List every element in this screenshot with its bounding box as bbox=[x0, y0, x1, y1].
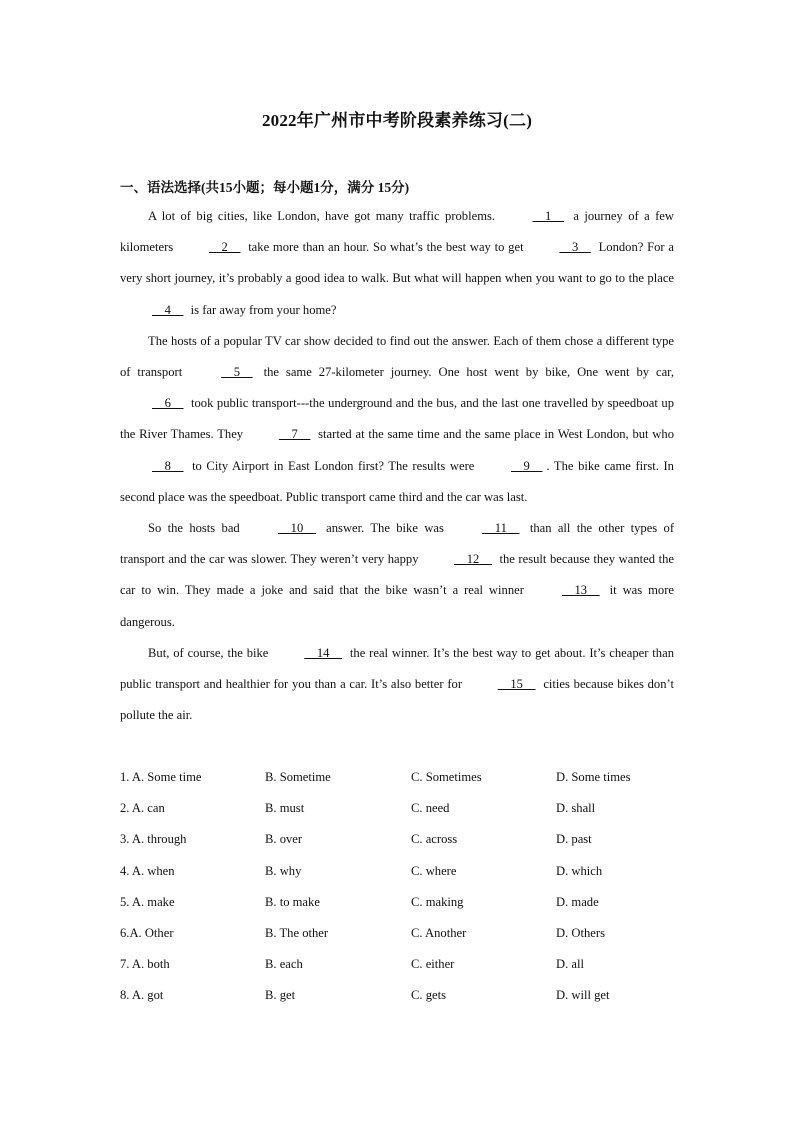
passage-text: . The bike came first. In second place was the speedboat. Public transport came third and the car was last. bbox=[120, 458, 674, 504]
answer-blank: 5 bbox=[221, 365, 253, 380]
passage-text: is far away from your home? bbox=[190, 302, 337, 317]
option-c: C. either bbox=[411, 957, 455, 972]
passage-text: take more than an hour. So what’s the best way to get bbox=[248, 240, 524, 255]
option-c: C. across bbox=[411, 832, 458, 847]
option-d: D. will get bbox=[556, 988, 610, 1003]
option-row bbox=[120, 856, 680, 887]
option-c: C. making bbox=[411, 894, 464, 909]
passage-paragraph bbox=[120, 326, 674, 513]
option-b: B. why bbox=[265, 863, 302, 878]
answer-blank: 13 bbox=[561, 583, 600, 598]
option-a: 8. A. got bbox=[120, 988, 164, 1003]
option-a: 6.A. Other bbox=[120, 925, 174, 940]
option-row bbox=[120, 762, 680, 793]
option-d: D. past bbox=[556, 832, 592, 847]
option-a: 5. A. make bbox=[120, 894, 175, 909]
passage-text: So the hosts bad bbox=[148, 521, 240, 536]
option-a: 7. A. both bbox=[120, 957, 170, 972]
passage-text: the result because they wanted the car to win. They made a joke and said that the bike wasn’t a real winner bbox=[120, 552, 674, 598]
option-c: C. gets bbox=[411, 988, 446, 1003]
passage-text: A lot of big cities, like London, have got many traffic problems. bbox=[148, 209, 496, 223]
passage-text: The hosts of a popular TV car show decided to find out the answer. Each of them chose a different type of transport bbox=[120, 333, 674, 380]
option-row bbox=[120, 949, 680, 980]
option-c: C. Another bbox=[411, 925, 467, 940]
passage-text: took public transport---the underground and the bus, and the last one travelled by speedboat up the River Thames. They bbox=[120, 396, 674, 442]
option-a: 3. A. through bbox=[120, 832, 187, 847]
option-row bbox=[120, 980, 680, 1011]
option-d: D. which bbox=[556, 863, 603, 878]
option-b: B. The other bbox=[265, 925, 329, 940]
answer-blank: 14 bbox=[304, 645, 343, 660]
passage-paragraph bbox=[120, 638, 674, 732]
reading-passage bbox=[120, 201, 674, 731]
passage-text: a journey of a few kilometers bbox=[120, 209, 674, 255]
passage-text: to City Airport in East London first? The results were bbox=[192, 458, 475, 473]
option-d: D. all bbox=[556, 957, 584, 972]
answer-blank: 15 bbox=[497, 677, 536, 692]
section-heading: 一、语法选择(共15小题；每小题1分，满分 15分) bbox=[120, 180, 410, 195]
passage-text: cities because bikes don’t pollute the air. bbox=[120, 677, 674, 723]
option-b: B. over bbox=[265, 832, 303, 847]
page-title: 2022年广州市中考阶段素养练习(二) bbox=[261, 111, 533, 130]
option-row bbox=[120, 918, 680, 949]
option-d: D. shall bbox=[556, 801, 596, 816]
answer-blank: 11 bbox=[482, 521, 520, 536]
passage-paragraph bbox=[120, 201, 674, 326]
options-list bbox=[120, 762, 680, 1012]
answer-blank: 3 bbox=[559, 240, 591, 255]
option-b: B. each bbox=[265, 957, 303, 972]
option-b: B. get bbox=[265, 988, 296, 1003]
answer-blank: 8 bbox=[152, 458, 184, 473]
passage-text: But, of course, the bike bbox=[148, 645, 269, 660]
option-b: B. must bbox=[265, 801, 305, 816]
passage-paragraph bbox=[120, 513, 674, 638]
option-b: B. to make bbox=[265, 894, 320, 909]
option-d: D. Some times bbox=[556, 770, 631, 784]
passage-text: it was more dangerous. bbox=[120, 583, 675, 629]
option-row bbox=[120, 824, 680, 855]
answer-blank: 6 bbox=[152, 396, 184, 411]
answer-blank: 12 bbox=[454, 552, 492, 567]
option-a: 2. A. can bbox=[120, 801, 165, 816]
option-row bbox=[120, 887, 680, 918]
option-d: D. Others bbox=[556, 925, 605, 940]
option-a: 4. A. when bbox=[120, 863, 175, 878]
passage-text: London? For a very short journey, it’s probably a good idea to walk. But what will happen when you want to go to the place bbox=[120, 240, 674, 286]
answer-blank: 1 bbox=[532, 209, 564, 223]
answer-blank: 10 bbox=[278, 521, 316, 536]
answer-blank: 9 bbox=[510, 458, 543, 473]
passage-text: the same 27-kilometer journey. One host went by bike, One went by car, bbox=[263, 365, 674, 380]
option-a: 1. A. Some time bbox=[120, 770, 202, 784]
option-c: C. need bbox=[411, 801, 450, 816]
answer-blank: 2 bbox=[208, 240, 241, 255]
passage-text: the real winner. It’s the best way to get about. It’s cheaper than public transport and healthier for you than a car. It’s also better for bbox=[120, 645, 674, 692]
passage-text: than all the other types of transport and the car was slower. They weren’t very happy bbox=[120, 521, 675, 567]
passage-text: answer. The bike was bbox=[326, 521, 444, 536]
option-d: D. made bbox=[556, 894, 599, 909]
option-c: C. where bbox=[411, 863, 457, 878]
option-row bbox=[120, 793, 680, 824]
option-c: C. Sometimes bbox=[411, 770, 482, 784]
answer-blank: 7 bbox=[278, 427, 311, 442]
option-b: B. Sometime bbox=[265, 770, 331, 784]
passage-text: started at the same time and the same place in West London, but who bbox=[318, 427, 674, 442]
answer-blank: 4 bbox=[152, 302, 184, 317]
